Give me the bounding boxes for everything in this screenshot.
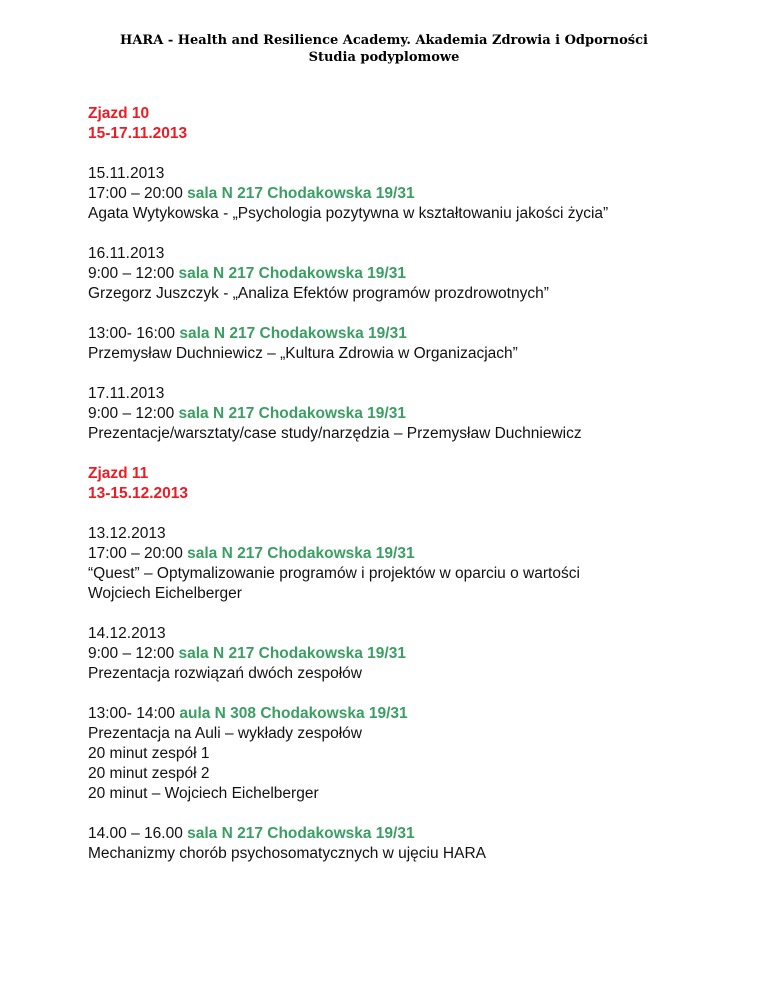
session-date: 14.12.2013 bbox=[88, 625, 166, 642]
session-time: 9:00 – 12:00 bbox=[88, 645, 179, 662]
zjazd-11-title: Zjazd 11 bbox=[88, 465, 149, 482]
session-room: sala N 217 Chodakowska 19/31 bbox=[187, 545, 415, 562]
session-room: sala N 217 Chodakowska 19/31 bbox=[187, 825, 415, 842]
session-time-room bbox=[88, 264, 406, 284]
session-time: 9:00 – 12:00 bbox=[88, 265, 179, 282]
zjazd-10-dates: 15-17.11.2013 bbox=[88, 125, 188, 142]
session-time: 13:00- 16:00 bbox=[88, 325, 180, 342]
session-description: Prezentacja rozwiązań dwóch zespołów bbox=[88, 665, 362, 682]
session-room: sala N 217 Chodakowska 19/31 bbox=[187, 185, 415, 202]
session-time-room bbox=[88, 184, 415, 204]
session-date: 13.12.2013 bbox=[88, 525, 166, 542]
session-room: aula N 308 Chodakowska 19/31 bbox=[179, 705, 408, 722]
session-detail: 20 minut zespół 1 bbox=[88, 745, 210, 762]
session-time-room bbox=[88, 324, 407, 344]
session-date: 16.11.2013 bbox=[88, 245, 165, 262]
session-date: 15.11.2013 bbox=[88, 165, 165, 182]
session-time-room bbox=[88, 824, 415, 844]
zjazd-11-dates: 13-15.12.2013 bbox=[88, 485, 188, 502]
session-time: 9:00 – 12:00 bbox=[88, 405, 179, 422]
session-time: 17:00 – 20:00 bbox=[88, 545, 188, 562]
zjazd-10-title: Zjazd 10 bbox=[88, 105, 150, 122]
session-description: “Quest” – Optymalizowanie programów i projektów w oparciu o wartości bbox=[88, 565, 580, 582]
session-room: sala N 217 Chodakowska 19/31 bbox=[179, 325, 407, 342]
document-header-subtitle: Studia podyplomowe bbox=[308, 50, 460, 65]
session-description: Prezentacja na Auli – wykłady zespołów bbox=[88, 725, 362, 742]
session-time: 14.00 – 16.00 bbox=[88, 825, 188, 842]
session-time-room bbox=[88, 404, 406, 424]
session-date: 17.11.2013 bbox=[88, 385, 165, 402]
session-description: Agata Wytykowska - „Psychologia pozytywna w kształtowaniu jakości życia” bbox=[88, 205, 609, 222]
session-time: 17:00 – 20:00 bbox=[88, 185, 188, 202]
session-time-room bbox=[88, 644, 406, 664]
session-time-room bbox=[88, 544, 415, 564]
session-room: sala N 217 Chodakowska 19/31 bbox=[178, 645, 406, 662]
document-header-title: HARA - Health and Resilience Academy. Akademia Zdrowia i Odporności bbox=[120, 33, 648, 48]
session-time: 13:00- 14:00 bbox=[88, 705, 180, 722]
session-time-room bbox=[88, 704, 408, 724]
session-detail: 20 minut – Wojciech Eichelberger bbox=[88, 785, 319, 802]
session-description: Grzegorz Juszczyk - „Analiza Efektów programów prozdrowotnych” bbox=[88, 285, 549, 302]
session-room: sala N 217 Chodakowska 19/31 bbox=[178, 405, 406, 422]
session-description: Przemysław Duchniewicz – „Kultura Zdrowia w Organizacjach” bbox=[88, 345, 518, 362]
session-lecturer: Wojciech Eichelberger bbox=[88, 585, 242, 602]
session-description: Prezentacje/warsztaty/case study/narzędzia – Przemysław Duchniewicz bbox=[88, 425, 582, 442]
session-room: sala N 217 Chodakowska 19/31 bbox=[178, 265, 406, 282]
session-description: Mechanizmy chorób psychosomatycznych w ujęciu HARA bbox=[88, 845, 486, 862]
session-detail: 20 minut zespół 2 bbox=[88, 765, 210, 782]
